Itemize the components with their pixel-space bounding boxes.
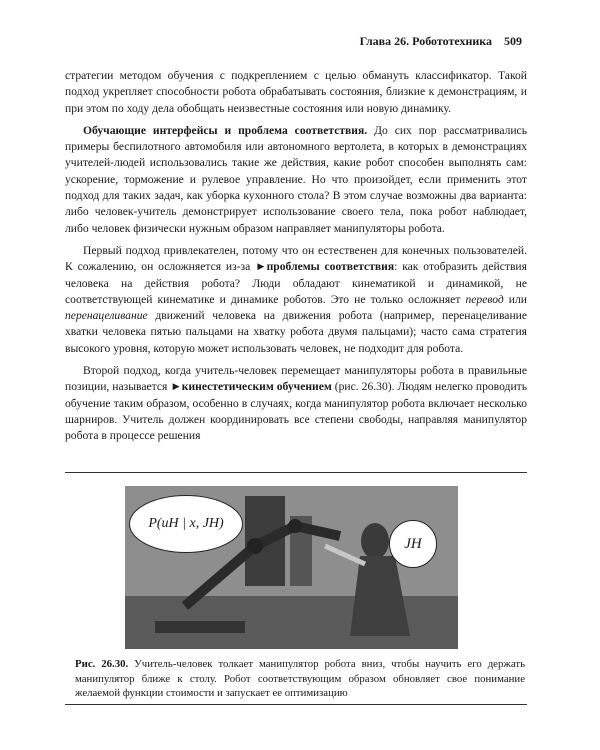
robot-joint — [247, 538, 263, 554]
section-heading: Обучающие интерфейсы и проблема соответствия. — [83, 123, 368, 137]
paragraph-1: стратегии методом обучения с подкреплением с целью обмануть классификатор. Такой подход укрепляет способности робота обрабатывать состояния, близкие к демонстрациям, и при этом по ходу дела обобщать неизвестные состояния или новую динамику. — [65, 69, 527, 115]
thought-bubble-robot — [129, 495, 243, 553]
term-correspondence-problem: ►проблемы соответствия — [255, 260, 395, 274]
paragraph-4 — [65, 363, 527, 444]
person-head — [361, 523, 389, 559]
page-number: 509 — [504, 34, 522, 48]
emphasis-retargeting: перенацеливание — [65, 309, 148, 323]
paragraph-3-text-d: движений человека на движения робота (например, перенацеливание хватки человека пятью пальцами на хватку робота двумя пальцами); часто сама стратегия высокого уровня, которую может использовать человек, не подходит для робота. — [65, 309, 527, 355]
body-text — [65, 68, 527, 445]
term-kinesthetic-teaching: ►кинестетическим обучением — [170, 380, 332, 394]
paragraph-3-text-b: : как отобразить действия человека на действия робота? Люди обладают кинематикой и динамикой, не соответствующей кинематике и динамике роботов. Это не только осложняет — [65, 260, 527, 306]
figure-bottom-rule — [65, 704, 527, 705]
paragraph-3-text-c: или — [503, 292, 527, 306]
robot-base — [155, 621, 245, 633]
emphasis-translation: перевод — [465, 292, 504, 306]
figure-top-rule — [65, 472, 527, 473]
figure-caption — [75, 657, 525, 701]
caption-text: Учитель-человек толкает манипулятор робота вниз, чтобы научить его держать манипулятор ближе к столу. Робот соответствующим образом обновляет свое понимание желаемой функции стоимости и запускает ее оптимизацию — [75, 658, 525, 699]
paragraph-4-text-a: Второй подход, когда учитель-человек перемещает манипуляторы робота в правильные позиции, называется — [65, 364, 527, 394]
paragraph-2 — [65, 123, 527, 237]
figure-photo — [125, 486, 458, 649]
bubble-right-text: JH — [404, 535, 422, 552]
paragraph-3 — [65, 243, 527, 357]
bubble-left-text: P(uH | x, JH) — [148, 516, 224, 531]
paragraph-2-text: До сих пор рассматривались примеры беспилотного автомобиля или автономного вертолета, в которых в демонстрациях учителей-людей использовались такие же действия, какие робот способен выполнять сам: ускорение, торможение и рулевое управление. Но что произойдет, если применить этот подход для таких задач, как уборка кухонного стола? В этом случае возможны два варианта: либо человек-учитель демонстрирует использование своего тела, пока робот наблюдает, либо человек физически нужным образом направляет манипуляторы робота. — [65, 123, 527, 235]
thought-bubble-human — [389, 520, 437, 568]
paragraph-4-text-b: (рис. 26.30). Людям нелегко проводить обучение таким образом, особенно в случаях, когда манипулятор робота включает несколько шарниров. Учитель должен координировать все степени свободы, направляя манипулятор робота в процессе решения — [65, 380, 528, 443]
robot-joint-2 — [288, 519, 302, 533]
caption-label: Рис. 26.30. — [75, 658, 129, 670]
running-header — [360, 34, 522, 49]
chapter-title: Глава 26. Робототехника — [359, 34, 492, 48]
paragraph-3-text-a: Первый подход привлекателен, потому что он естественен для конечных пользователей. К сожалению, он осложняется из-за — [65, 243, 527, 274]
